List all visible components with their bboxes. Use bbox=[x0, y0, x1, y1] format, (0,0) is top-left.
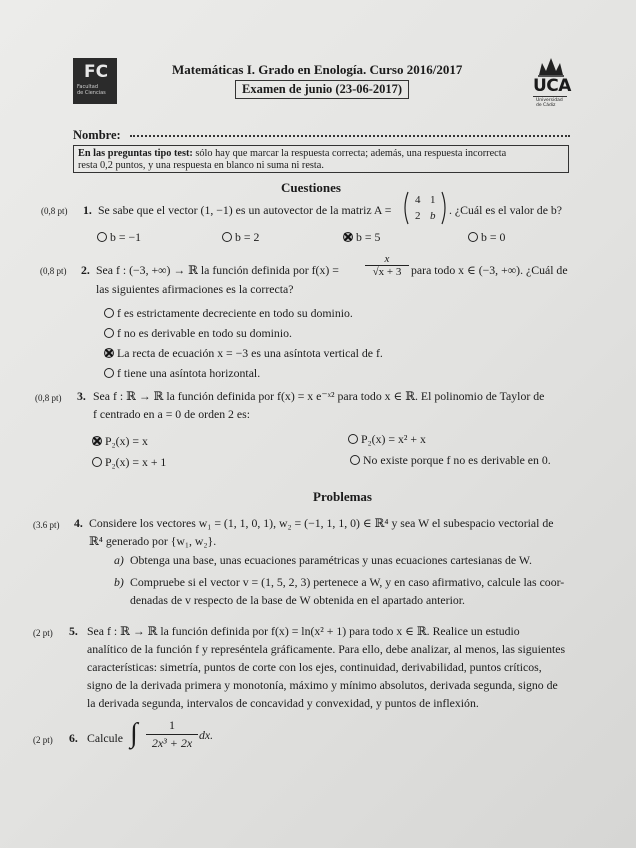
q3-points: (0,8 pt) bbox=[35, 393, 62, 403]
matrix-brackets-icon bbox=[402, 191, 448, 225]
name-field[interactable] bbox=[130, 135, 570, 137]
radio-icon[interactable] bbox=[97, 232, 107, 242]
p5-number: 5. bbox=[69, 624, 78, 638]
q3-option-c[interactable]: P₂(x) = x + 1 bbox=[92, 455, 166, 470]
university-logo-subtext-1: Universidad bbox=[536, 98, 563, 103]
q2-frac-num: x bbox=[384, 253, 390, 265]
radio-icon[interactable] bbox=[348, 434, 358, 444]
instructions-box bbox=[73, 145, 569, 173]
q2-frac-den: √x + 3 bbox=[365, 265, 409, 278]
q3-option-b[interactable]: P₂(x) = x² + x bbox=[348, 432, 426, 447]
radio-icon[interactable] bbox=[92, 457, 102, 467]
q3-number: 3. bbox=[77, 389, 86, 403]
p4-b-line2: denadas de v respecto de la base de W obtenida en el apartado anterior. bbox=[130, 593, 465, 607]
q1-option-b[interactable]: b = 2 bbox=[222, 230, 259, 245]
radio-icon[interactable] bbox=[350, 455, 360, 465]
q3-line1: Sea f : ℝ → ℝ la función definida por f(x) = x e⁻ˣ² para todo x ∈ ℝ. El polinomio de Taylor de bbox=[93, 389, 545, 403]
q1-number: 1. bbox=[83, 203, 92, 217]
university-crown-icon bbox=[536, 55, 566, 77]
q2-line2: las siguientes afirmaciones es la correcta? bbox=[96, 282, 294, 296]
p5-line5: la derivada segunda, intervalos de concavidad y convexidad, y puntos de inflexión. bbox=[87, 696, 479, 710]
exam-title: Examen de junio (23-06-2017) bbox=[235, 80, 409, 99]
p6-fraction bbox=[146, 718, 198, 751]
university-logo-subtext-2: de Cádiz bbox=[536, 103, 556, 108]
p4-number: 4. bbox=[74, 516, 83, 530]
university-logo-text: UCA bbox=[533, 76, 571, 96]
q2-text: Sea f : (−3, +∞) → ℝ la función definida por f(x) = bbox=[96, 263, 339, 277]
q2-option-c[interactable]: La recta de ecuación x = −3 es una asíntota vertical de f. bbox=[104, 346, 383, 361]
p5-line4: signo de la derivada primera y monotonía, máximo y mínimo absolutos, derivada segunda, signo de bbox=[87, 678, 558, 692]
p5-line2: analítico de la función f y represéntela gráficamente. Para ello, debe analizar, al menos, las siguientes bbox=[87, 642, 566, 656]
q1-question: . ¿Cuál es el valor de b? bbox=[449, 203, 563, 217]
matrix-a12: 1 bbox=[430, 194, 436, 206]
p5-line1: Sea f : ℝ → ℝ la función definida por f(x) = ln(x² + 1) para todo x ∈ ℝ. Realice un estudio bbox=[87, 624, 520, 638]
faculty-logo-text-1: Facultad bbox=[77, 84, 98, 90]
q1-option-a[interactable]: b = −1 bbox=[97, 230, 141, 245]
q2-points: (0,8 pt) bbox=[40, 266, 67, 276]
p4-b-line1: Compruebe si el vector v = (1, 5, 2, 3) pertenece a W, y en caso afirmativo, calcule las coor- bbox=[130, 575, 565, 589]
q1-matrix bbox=[402, 191, 448, 225]
p4-points: (3.6 pt) bbox=[33, 520, 60, 530]
instructions-line2: resta 0,2 puntos, y una respuesta en blanco ni suma ni resta. bbox=[78, 160, 324, 171]
instructions-line1: sólo hay que marcar la respuesta correcta; además, una respuesta incorrecta bbox=[192, 148, 507, 159]
radio-icon[interactable] bbox=[104, 328, 114, 338]
matrix-a11: 4 bbox=[415, 194, 421, 206]
name-label: Nombre: bbox=[73, 128, 121, 142]
p6-number: 6. bbox=[69, 731, 78, 745]
matrix-a22: b bbox=[430, 210, 436, 222]
q2-fraction bbox=[365, 253, 409, 278]
course-title: Matemáticas I. Grado en Enología. Curso 2016/2017 bbox=[172, 62, 463, 77]
p5-points: (2 pt) bbox=[33, 628, 53, 638]
q2-option-d[interactable]: f tiene una asíntota horizontal. bbox=[104, 366, 260, 381]
faculty-logo-text-2: de Ciencias bbox=[77, 90, 106, 96]
p6-text: Calcule bbox=[87, 731, 124, 745]
radio-icon[interactable] bbox=[104, 308, 114, 318]
radio-marked-icon[interactable] bbox=[104, 348, 114, 358]
radio-marked-icon[interactable] bbox=[92, 436, 102, 446]
q2-text-after: para todo x ∈ (−3, +∞). ¿Cuál de bbox=[411, 263, 568, 277]
radio-marked-icon[interactable] bbox=[343, 232, 353, 242]
p6-frac-den: 2x³ + 2x bbox=[151, 736, 193, 750]
radio-icon[interactable] bbox=[222, 232, 232, 242]
q1-text: Se sabe que el vector (1, −1) es un autovector de la matriz A = bbox=[98, 203, 392, 217]
q1-option-d[interactable]: b = 0 bbox=[468, 230, 505, 245]
p4-line2: ℝ⁴ generado por {w₁, w₂}. bbox=[89, 534, 217, 548]
q3-option-a[interactable]: P₂(x) = x bbox=[92, 434, 148, 449]
q3-line2: f centrado en a = 0 de orden 2 es: bbox=[93, 407, 250, 421]
p6-frac-num: 1 bbox=[169, 718, 175, 732]
instructions-bold: En las preguntas tipo test: bbox=[78, 148, 193, 159]
q1-points: (0,8 pt) bbox=[41, 206, 68, 216]
faculty-logo-initials: FC bbox=[84, 62, 109, 82]
p4-line1: Considere los vectores w₁ = (1, 1, 0, 1), w₂ = (−1, 1, 1, 0) ∈ ℝ⁴ y sea W el subespacio vectorial de bbox=[89, 516, 554, 530]
p6-dx: dx. bbox=[199, 728, 214, 742]
matrix-a21: 2 bbox=[415, 210, 421, 222]
q2-option-a[interactable]: f es estrictamente decreciente en todo su dominio. bbox=[104, 306, 353, 321]
section-cuestiones: Cuestiones bbox=[281, 180, 341, 195]
integral-sign: ∫ bbox=[130, 718, 138, 749]
q3-option-d[interactable]: No existe porque f no es derivable en 0. bbox=[350, 453, 551, 468]
p4-a-label: a) bbox=[114, 553, 124, 567]
university-logo-divider bbox=[533, 96, 567, 97]
q2-option-b[interactable]: f no es derivable en todo su dominio. bbox=[104, 326, 292, 341]
p4-a-text: Obtenga una base, unas ecuaciones paramétricas y unas ecuaciones cartesianas de W. bbox=[130, 553, 532, 567]
section-problemas: Problemas bbox=[313, 489, 372, 504]
q2-number: 2. bbox=[81, 263, 90, 277]
q1-option-c[interactable]: b = 5 bbox=[343, 230, 380, 245]
p4-b-label: b) bbox=[114, 575, 124, 589]
faculty-logo bbox=[73, 58, 117, 104]
radio-icon[interactable] bbox=[104, 368, 114, 378]
p6-points: (2 pt) bbox=[33, 735, 53, 745]
p5-line3: características: simetría, puntos de corte con los ejes, continuidad, derivabilidad, puntos críticos, bbox=[87, 660, 542, 674]
radio-icon[interactable] bbox=[468, 232, 478, 242]
